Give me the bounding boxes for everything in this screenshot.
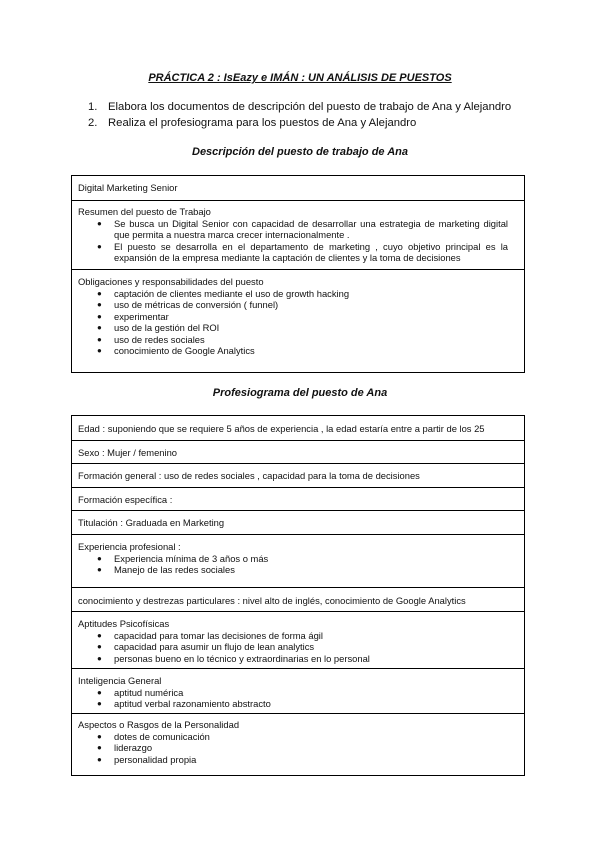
- bullet-icon: ●: [97, 241, 102, 251]
- bullet-icon: ●: [97, 311, 102, 321]
- bullet-icon: ●: [97, 699, 102, 708]
- formacion-especifica-row: Formación específica :: [72, 487, 524, 510]
- edad-row: Edad : suponiendo que se requiere 5 años de experiencia , la edad estaría entre a partir de los 25: [78, 423, 485, 434]
- resumen-label: Resumen del puesto de Trabajo: [78, 206, 211, 217]
- inteligencia-item: ● aptitud verbal razonamiento abstracto: [97, 698, 271, 709]
- inteligencia-row: [72, 668, 524, 713]
- bullet-icon: ●: [97, 218, 102, 228]
- bullet-icon: ●: [97, 743, 102, 752]
- task-text: Elabora los documentos de descripción del puesto de trabajo de Ana y Alejandro: [108, 101, 512, 113]
- inteligencia-item: ● aptitud numérica: [97, 686, 184, 698]
- aptitud-item: ● personas bueno en lo técnico y extraordinarias en lo personal: [97, 652, 370, 664]
- experiencia-item: ● Manejo de las redes sociales: [97, 564, 235, 575]
- descripcion-table: [71, 175, 525, 373]
- task-number: 1.: [88, 101, 98, 113]
- task-item: [88, 99, 511, 115]
- bullet-icon: ●: [97, 323, 102, 332]
- experiencia-item: ● Experiencia mínima de 3 años o más: [97, 552, 269, 564]
- obligacion-item: ● experimentar: [97, 310, 169, 322]
- task-list: [88, 99, 511, 131]
- task-item: [88, 115, 511, 131]
- bullet-icon: ●: [97, 687, 102, 697]
- bullet-icon: ●: [97, 346, 102, 355]
- bullet-icon: ●: [97, 334, 102, 344]
- aptitudes-row: [72, 611, 524, 668]
- task-text: Realiza el profesiograma para los puestos de Ana y Alejandro: [108, 117, 417, 129]
- aptitud-item: ● capacidad para tomar las decisiones de forma ágil: [97, 629, 323, 641]
- bullet-icon: ●: [97, 300, 102, 309]
- bullet-icon: ●: [97, 553, 102, 563]
- obligacion-item: ● uso de redes sociales: [97, 333, 205, 345]
- task-number: 2.: [88, 117, 98, 129]
- formacion-general-row: Formación general : uso de redes sociales , capacidad para la toma de decisiones: [72, 463, 524, 487]
- personalidad-row: [72, 713, 524, 775]
- obligacion-item: ● conocimiento de Google Analytics: [97, 345, 255, 356]
- sexo-row: Sexo : Mujer / femenino: [72, 440, 524, 463]
- page-title: PRÁCTICA 2 : IsEazy e IMÁN : UN ANÁLISIS DE PUESTOS: [148, 72, 452, 84]
- bullet-icon: ●: [97, 630, 102, 640]
- bullet-icon: ●: [97, 642, 102, 651]
- bullet-icon: ●: [97, 565, 102, 574]
- obligacion-item: ● uso de métricas de conversión ( funnel): [97, 299, 279, 310]
- descripcion-title: Descripción del puesto de trabajo de Ana: [192, 146, 408, 158]
- experiencia-label: Experiencia profesional :: [78, 541, 181, 552]
- titulacion-row: Titulación : Graduada en Marketing: [72, 510, 524, 534]
- personalidad-item: ● dotes de comunicación: [97, 730, 210, 742]
- bullet-icon: ●: [97, 288, 102, 298]
- resumen-item: ● Se busca un Digital Senior con capacidad de desarrollar una estrategia de marketing digital que permita a nuestra marca crecer internacionalmente .: [97, 217, 508, 240]
- experiencia-row: [72, 534, 524, 587]
- obligacion-item: ● uso de la gestión del ROI: [97, 322, 220, 333]
- obligacion-item: ● captación de clientes mediante el uso de growth hacking: [97, 287, 350, 299]
- bullet-icon: ●: [97, 653, 102, 663]
- obligaciones-row: [72, 269, 524, 372]
- aptitud-item: ● capacidad para asumir un flujo de lean analytics: [97, 641, 315, 652]
- inteligencia-label: Inteligencia General: [78, 675, 162, 686]
- personalidad-label: Aspectos o Rasgos de la Personalidad: [78, 719, 240, 730]
- resumen-item: ● El puesto se desarrolla en el departamento de marketing , cuyo objetivo principal es la expansión de la empresa mediante la captación de clientes y la toma de decisiones: [97, 240, 508, 263]
- resumen-row: [72, 200, 524, 269]
- aptitudes-label: Aptitudes Psicofísicas: [78, 618, 170, 629]
- personalidad-item: ● personalidad propia: [97, 753, 197, 765]
- bullet-icon: ●: [97, 754, 102, 764]
- profesiograma-table: [71, 415, 525, 776]
- profesiograma-title: Profesiograma del puesto de Ana: [212, 387, 388, 399]
- bullet-icon: ●: [97, 731, 102, 741]
- conocimiento-row: conocimiento y destrezas particulares : nivel alto de inglés, conocimiento de Google Analytics: [72, 587, 524, 611]
- puesto-row: Digital Marketing Senior: [78, 182, 178, 193]
- personalidad-item: ● liderazgo: [97, 742, 153, 753]
- obligaciones-label: Obligaciones y responsabilidades del puesto: [78, 276, 264, 287]
